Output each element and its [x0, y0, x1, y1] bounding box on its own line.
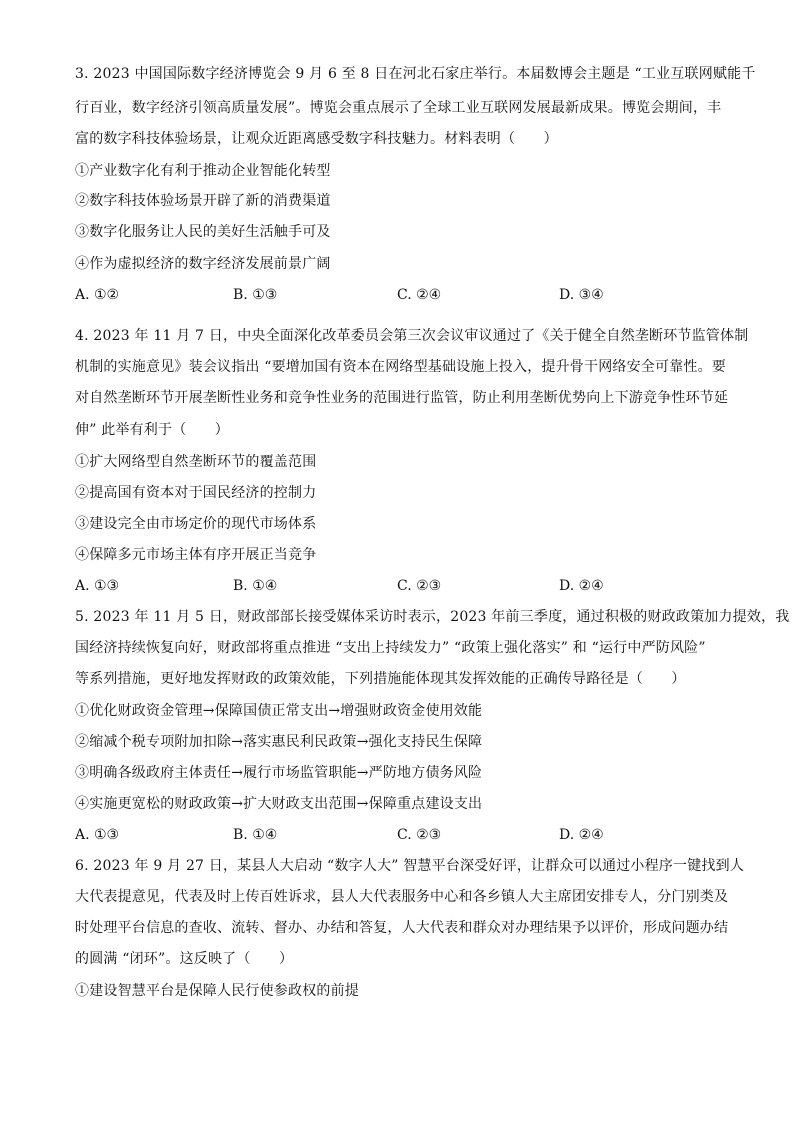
question-stem-line: 伸” 此举有利于（ ）	[75, 422, 230, 438]
statement-item: ①产业数字化有利于推动企业智能化转型	[75, 163, 331, 179]
question-stem-line: 富的数字科技体验场景，让观众近距离感受数字科技魅力。材料表明（ ）	[75, 131, 558, 147]
option-d: D. ②④	[559, 578, 604, 594]
option-b: B. ①③	[233, 287, 278, 303]
statement-item: ②缩减个税专项附加扣除→落实惠民利民政策→强化支持民生保障	[75, 734, 483, 750]
statement-item: ②数字科技体验场景开辟了新的消费渠道	[75, 193, 331, 209]
option-c: C. ②③	[397, 827, 442, 843]
option-a: A. ①②	[75, 287, 120, 303]
option-c: C. ②③	[397, 578, 442, 594]
statement-item: ①扩大网络型自然垄断环节的覆盖范围	[75, 454, 317, 470]
option-b: B. ①④	[233, 827, 278, 843]
statement-item: ④实施更宽松的财政政策→扩大财政支出范围→保障重点建设支出	[75, 796, 483, 812]
statement-item: ①建设智慧平台是保障人民行使参政权的前提	[75, 983, 359, 999]
statement-item: ④作为虚拟经济的数字经济发展前景广阔	[75, 256, 331, 272]
option-a: A. ①③	[75, 827, 120, 843]
question-stem-line: 6. 2023 年 9 月 27 日，某县人大启动 “数字人大” 智慧平台深受好评，让群众可以通过小程序一键找到人	[75, 858, 745, 874]
option-d: D. ③④	[559, 287, 604, 303]
answer-options	[75, 825, 735, 845]
question-stem-line: 行百业，数字经济引领高质量发展”。博览会重点展示了全球工业互联网发展最新成果。博览会期间，丰	[75, 100, 722, 116]
question-stem-line: 机制的实施意见》装会议指出 “要增加国有资本在网络型基础设施上投入，提升骨干网络安全可靠性。要	[75, 359, 727, 375]
statement-item: ③建设完全由市场定价的现代市场体系	[75, 516, 317, 532]
question-stem-line: 时处理平台信息的查收、流转、督办、办结和答复，人大代表和群众对办理结果予以评价，形成问题办结	[75, 920, 729, 936]
question-stem-line: 3. 2023 中国国际数字经济博览会 9 月 6 至 8 日在河北石家庄举行。本届数博会主题是 “工业互联网赋能千	[75, 66, 756, 82]
option-c: C. ②④	[397, 287, 442, 303]
question-stem-line: 5. 2023 年 11 月 5 日，财政部部长接受媒体采访时表示，2023 年前三季度，通过积极的财政政策加力提效，我	[75, 609, 790, 625]
statement-item: ④保障多元市场主体有序开展正当竞争	[75, 547, 317, 563]
question-stem-line: 等系列措施，更好地发挥财政的政策效能，下列措施能体现其发挥效能的正确传导路径是（ ）	[75, 671, 686, 687]
option-d: D. ②④	[559, 827, 604, 843]
statement-item: ①优化财政资金管理→保障国债正常支出→增强财政资金使用效能	[75, 703, 483, 719]
answer-options	[75, 576, 735, 596]
option-b: B. ①④	[233, 578, 278, 594]
question-stem-line: 对自然垄断环节开展垄断性业务和竞争性业务的范围进行监管，防止利用垄断优势向上下游竞争性环节延	[75, 390, 729, 406]
option-a: A. ①③	[75, 578, 120, 594]
question-stem-line: 大代表提意见，代表及时上传百姓诉求，县人大代表服务中心和各乡镇人大主席团安排专人，分门别类及	[75, 889, 729, 905]
statement-item: ②提高国有资本对于国民经济的控制力	[75, 485, 317, 501]
question-stem-line: 国经济持续恢复向好，财政部将重点推进 “支出上持续发力” “政策上强化落实” 和 “运行中严防风险”	[75, 640, 706, 656]
question-stem-line: 4. 2023 年 11 月 7 日，中央全面深化改革委员会第三次会议审议通过了《关于健全自然垄断环节监管体制	[75, 328, 749, 344]
statement-item: ③明确各级政府主体责任→履行市场监管职能→严防地方债务风险	[75, 765, 483, 781]
statement-item: ③数字化服务让人民的美好生活触手可及	[75, 224, 331, 240]
question-stem-line: 的圆满 “闭环”。这反映了（ ）	[75, 951, 294, 967]
answer-options	[75, 285, 735, 305]
